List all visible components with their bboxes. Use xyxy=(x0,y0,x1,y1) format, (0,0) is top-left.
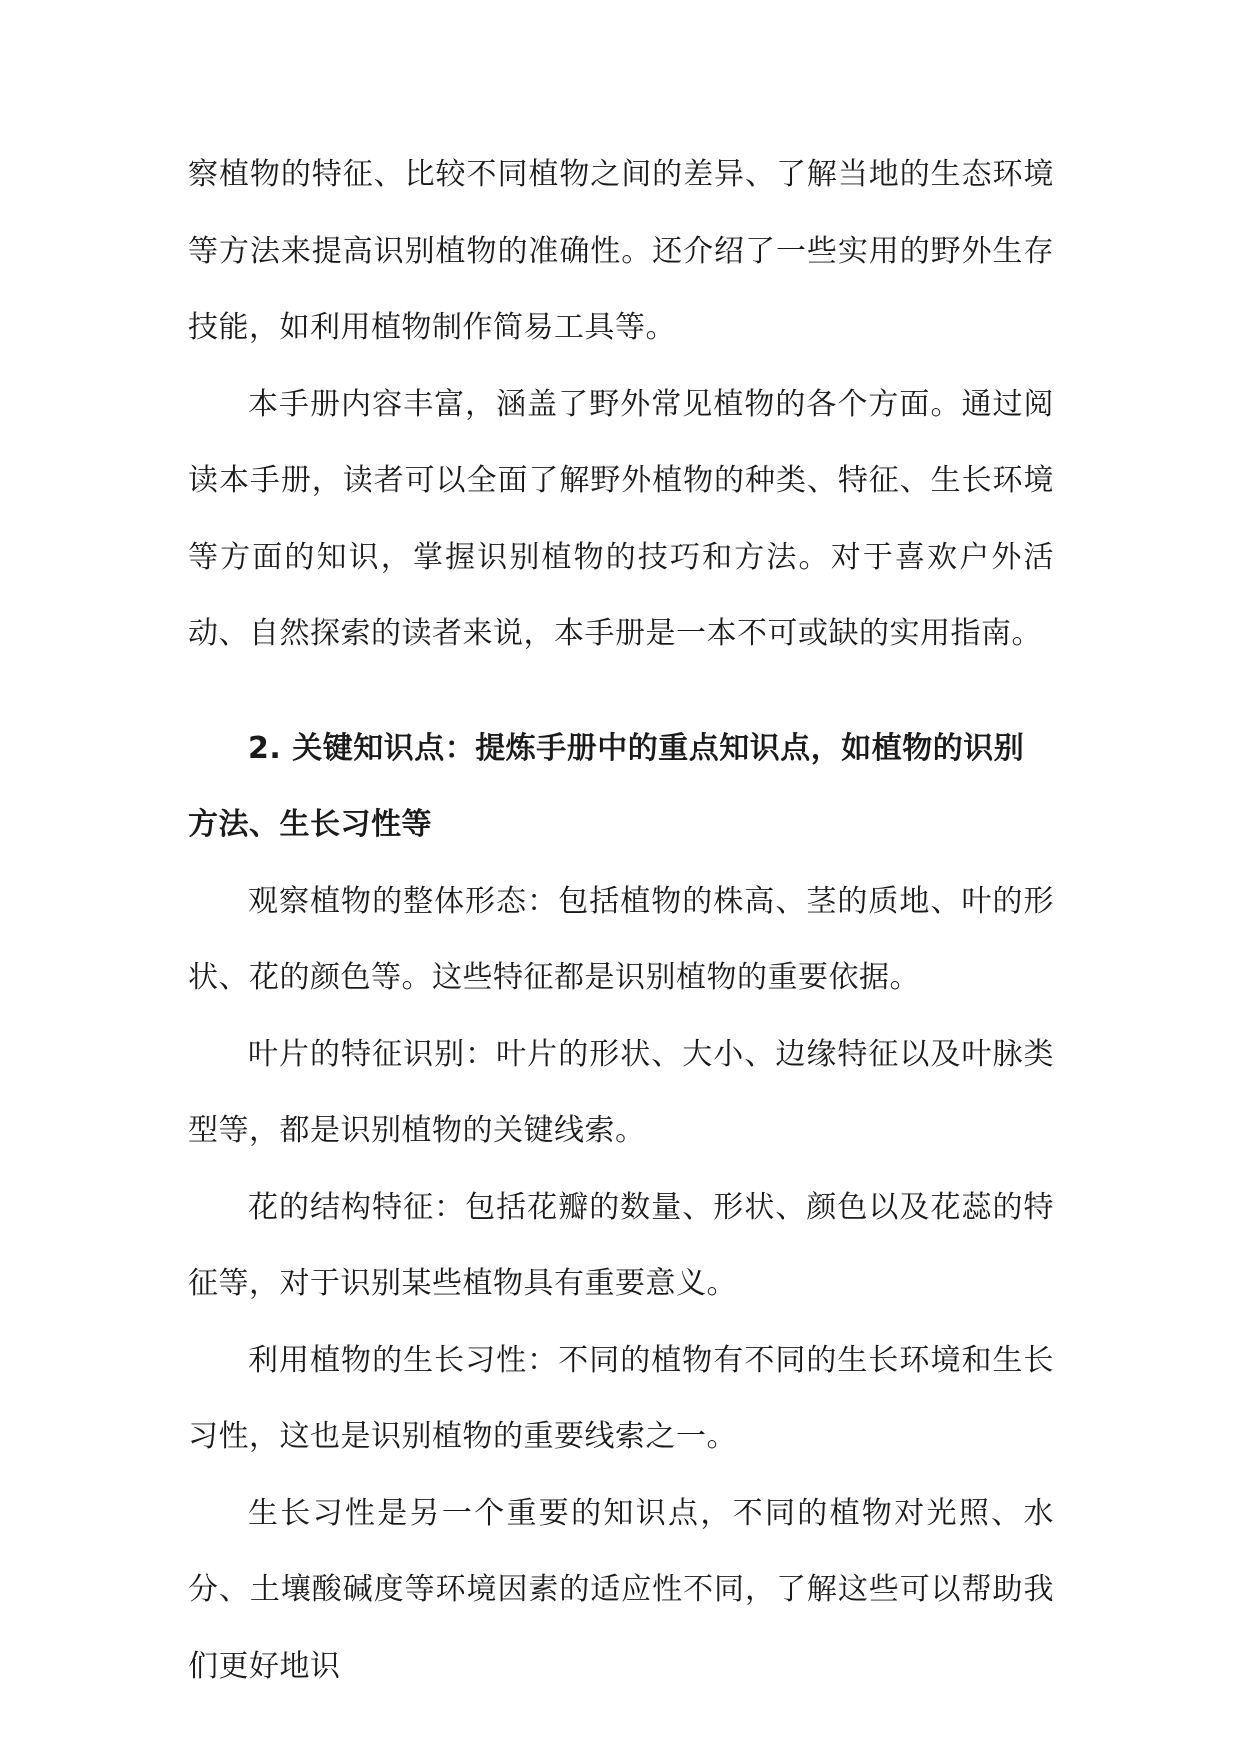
knowledge-point-leaf: 叶片的特征识别：叶片的形状、大小、边缘特征以及叶脉类型等，都是识别植物的关键线索。 xyxy=(188,1036,1054,1148)
paragraph-continuation: 察植物的特征、比较不同植物之间的差异、了解当地的生态环境等方法来提高识别植物的准确性。还介绍了一些实用的野外生存技能，如利用植物制作简易工具等。 xyxy=(188,157,1054,345)
knowledge-point-habit: 利用植物的生长习性：不同的植物有不同的生长环境和生长习性，这也是识别植物的重要线索之一。 xyxy=(188,1342,1054,1454)
knowledge-point-flower: 花的结构特征：包括花瓣的数量、形状、颜色以及花蕊的特征等，对于识别某些植物具有重要意义。 xyxy=(188,1189,1054,1301)
knowledge-point-growth: 生长习性是另一个重要的知识点，不同的植物对光照、水分、土壤酸碱度等环境因素的适应性不同，了解这些可以帮助我们更好地识 xyxy=(188,1495,1054,1684)
knowledge-point-overall-form: 观察植物的整体形态：包括植物的株高、茎的质地、叶的形状、花的颜色等。这些特征都是识别植物的重要依据。 xyxy=(188,883,1054,995)
section-heading: 2. 关键知识点：提炼手册中的重点知识点，如植物的识别方法、生长习性等 xyxy=(188,730,1025,842)
paragraph-summary: 本手册内容丰富，涵盖了野外常见植物的各个方面。通过阅读本手册，读者可以全面了解野外植物的种类、特征、生长环境等方面的知识，掌握识别植物的技巧和方法。对于喜欢户外活动、自然探索的读者来说，本手册是一本不可或缺的实用指南。 xyxy=(188,386,1054,651)
document-page xyxy=(188,137,1054,1705)
